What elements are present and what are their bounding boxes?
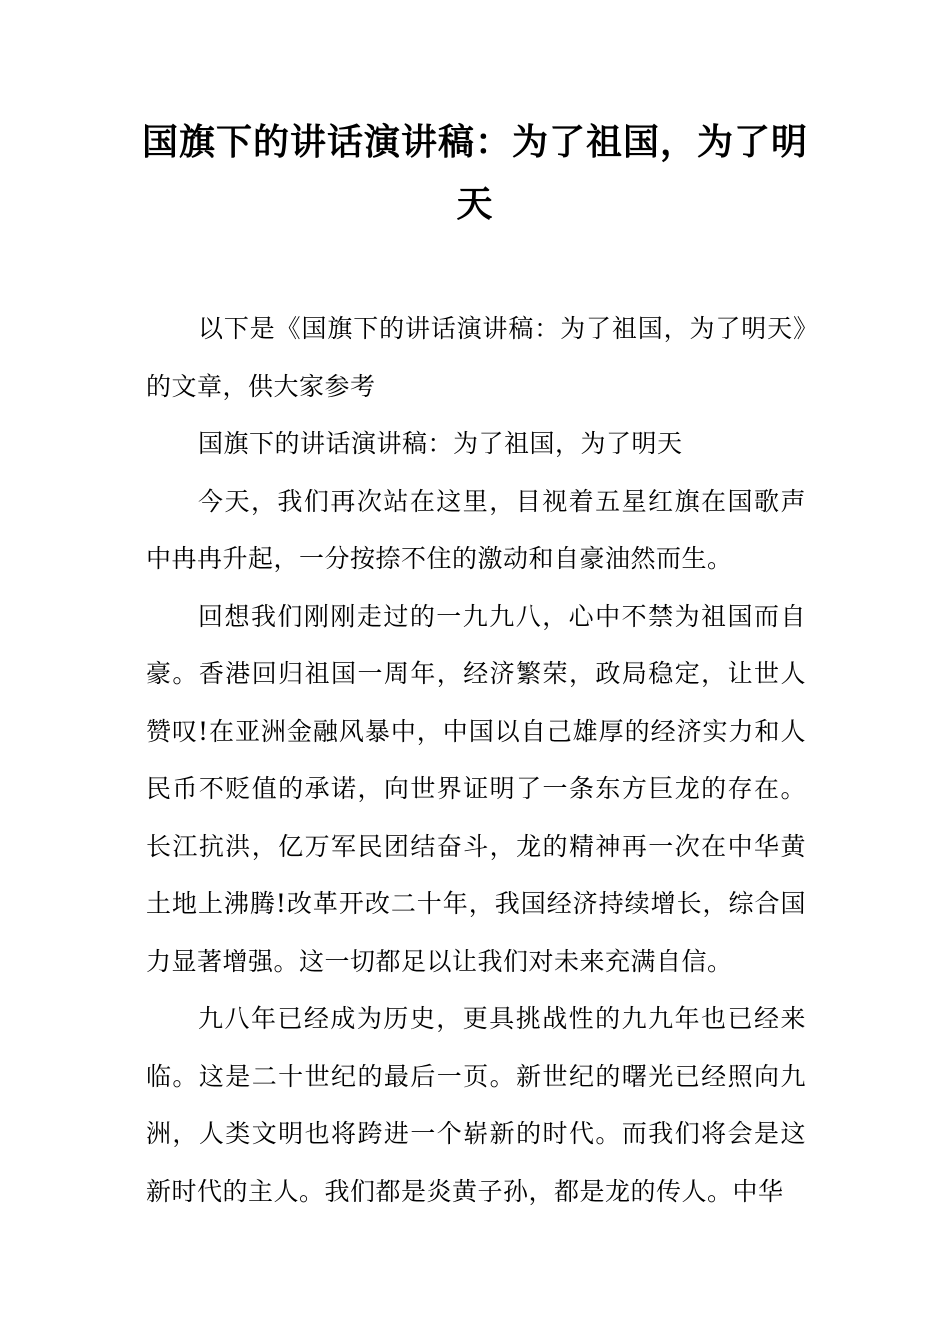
intro-paragraph: 以下是《国旗下的讲话演讲稿：为了祖国，为了明天》的文章，供大家参考 (146, 314, 806, 401)
subtitle-paragraph: 国旗下的讲话演讲稿：为了祖国，为了明天 (198, 429, 683, 458)
body-paragraph: 回想我们刚刚走过的一九九八，心中不禁为祖国而自豪。香港回归祖国一周年，经济繁荣，政局稳定，让世人赞叹!在亚洲金融风暴中，中国以自己雄厚的经济实力和人民币不贬值的承诺，向世界证明了一条东方巨龙的存在。长江抗洪，亿万军民团结奋斗，龙的精神再一次在中华黄土地上沸腾!改革开改二十年，我国经济持续增长，综合国力显著增强。这一切都足以让我们对未来充满自信。 (146, 601, 806, 976)
document-body (146, 300, 806, 1220)
body-paragraph: 九八年已经成为历史，更具挑战性的九九年也已经来临。这是二十世纪的最后一页。新世纪的曙光已经照向九洲，人类文明也将跨进一个崭新的时代。而我们将会是这新时代的主人。我们都是炎黄子孙，都是龙的传人。中华 (146, 1004, 806, 1206)
document-title: 国旗下的讲话演讲稿：为了祖国，为了明天 (141, 122, 808, 225)
body-paragraph: 今天，我们再次站在这里，目视着五星红旗在国歌声中冉冉升起，一分按捺不住的激动和自豪油然而生。 (146, 486, 806, 573)
